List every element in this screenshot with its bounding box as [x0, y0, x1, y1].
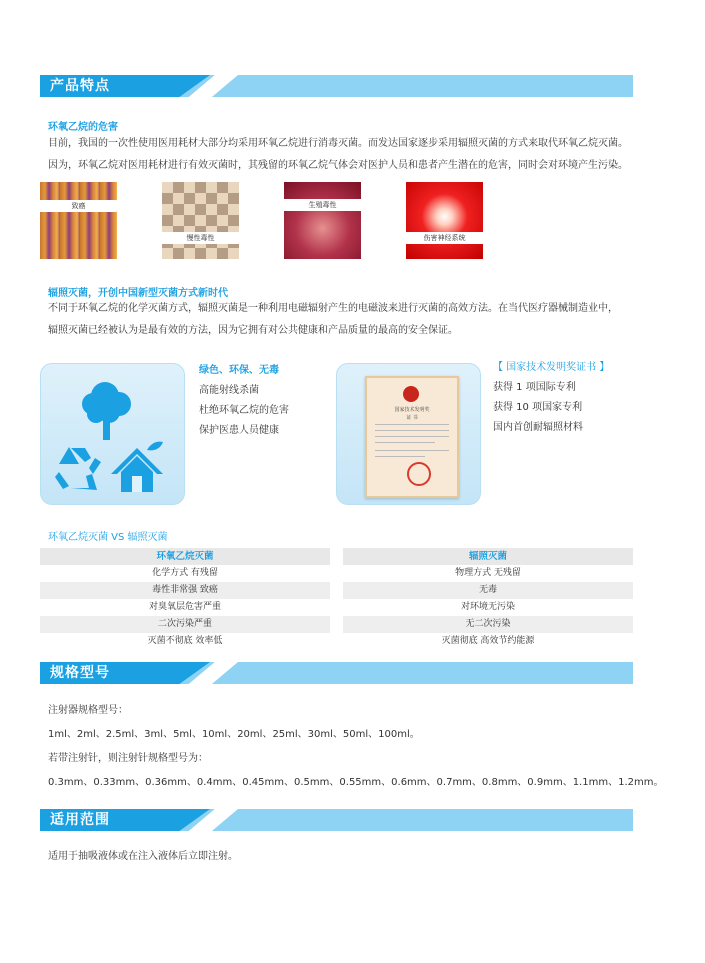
hazard-image-carcinogenic	[40, 182, 117, 259]
paragraph-line: 因为，环氧乙烷对医用耗材进行有效灭菌时，其残留的环氧乙烷气体会对医护人员和患者产生潜在的危害，同时会对环境产生污染。	[48, 160, 628, 171]
section-header-specs	[40, 662, 633, 684]
table-cell: 对环境无污染	[343, 599, 633, 616]
paragraph-line: 目前，我国的一次性使用医用耗材大部分均采用环氧乙烷进行消毒灭菌。而发达国家逐步采用辐照灭菌的方式来取代环氧乙烷灭菌。	[48, 138, 628, 149]
seal-icon	[407, 462, 431, 486]
paragraph-line: 辐照灭菌已经被认为是最有效的方法，因为它拥有对公共健康和产品质量的最高的安全保证。	[48, 325, 458, 336]
recycle-icon	[55, 447, 101, 490]
table-row	[40, 599, 633, 616]
award-item: 国内首创耐辐照材料	[493, 422, 583, 433]
comparison-title: 环氧乙烷灭菌 VS 辐照灭菌	[48, 532, 168, 543]
section-header-scope	[40, 809, 633, 831]
award-heading: 【 国家技术发明奖证书 】	[493, 362, 610, 373]
table-header-row	[40, 548, 633, 565]
comparison-table	[40, 548, 633, 650]
scope-line: 适用于抽吸液体或在注入液体后立即注射。	[48, 851, 238, 862]
eco-illustration-card	[40, 363, 185, 505]
eco-illustration	[41, 364, 184, 504]
section-title: 产品特点	[50, 78, 110, 94]
table-cell: 二次污染严重	[40, 616, 330, 633]
spec-line: 注射器规格型号：	[48, 705, 128, 716]
table-cell: 无二次污染	[343, 616, 633, 633]
hazard-image-nerve-damage	[406, 182, 483, 259]
eco-heading: 绿色、环保、无毒	[199, 365, 279, 376]
hazard-label: 生殖毒性	[284, 199, 361, 211]
table-header-cell: 辐照灭菌	[343, 548, 633, 565]
spec-line: 0.3mm、0.33mm、0.36mm、0.4mm、0.45mm、0.5mm、0.55mm、0.6mm、0.7mm、0.8mm、0.9mm、1.1mm、1.2mm。	[48, 777, 664, 788]
subheading-eo-hazard: 环氧乙烷的危害	[48, 122, 118, 133]
certificate-card	[336, 363, 481, 505]
award-list	[493, 358, 609, 438]
award-item: 获得 1 项国际专利	[493, 382, 576, 393]
emblem-icon	[403, 386, 419, 402]
table-header-cell: 环氧乙烷灭菌	[40, 548, 330, 565]
table-cell: 物理方式 无残留	[343, 565, 633, 582]
section-title: 适用范围	[50, 812, 110, 828]
table-cell: 灭菌不彻底 效率低	[40, 633, 330, 650]
award-item: 获得 10 项国家专利	[493, 402, 583, 413]
table-row	[40, 565, 633, 582]
certificate-subtitle: 证 书	[406, 415, 418, 421]
certificate-title: 国家技术发明奖	[394, 407, 430, 413]
subheading-irradiation: 辐照灭菌，开创中国新型灭菌方式新时代	[48, 288, 228, 299]
eco-item: 高能射线杀菌	[199, 385, 259, 396]
certificate-image	[365, 376, 459, 498]
table-cell: 毒性非常强 致癌	[40, 582, 330, 599]
table-row	[40, 633, 633, 650]
table-row	[40, 582, 633, 599]
hazard-image-chronic-toxicity	[162, 182, 239, 259]
hazard-image-reproductive-toxicity	[284, 182, 361, 259]
spec-line: 1ml、2ml、2.5ml、3ml、5ml、10ml、20ml、25ml、30ml、50ml、100ml。	[48, 729, 420, 740]
table-cell: 无毒	[343, 582, 633, 599]
section-header-features	[40, 75, 633, 97]
tree-icon	[82, 382, 131, 440]
section-title: 规格型号	[50, 665, 110, 681]
paragraph-line: 不同于环氧乙烷的化学灭菌方式，辐照灭菌是一种利用电磁辐射产生的电磁波来进行灭菌的高效方法。在当代医疗器械制造业中，	[48, 303, 618, 314]
hazard-label: 伤害神经系统	[406, 232, 483, 244]
table-cell: 灭菌彻底 高效节约能源	[343, 633, 633, 650]
eco-feature-list	[199, 361, 289, 441]
table-row	[40, 616, 633, 633]
house-icon	[111, 442, 163, 492]
table-cell: 对臭氧层危害严重	[40, 599, 330, 616]
spec-line: 若带注射针，则注射针规格型号为：	[48, 753, 208, 764]
table-cell: 化学方式 有残留	[40, 565, 330, 582]
eco-item: 保护医患人员健康	[199, 425, 279, 436]
eco-item: 杜绝环氧乙烷的危害	[199, 405, 289, 416]
hazard-label: 致癌	[40, 200, 117, 212]
hazard-label: 慢性毒性	[162, 232, 239, 244]
